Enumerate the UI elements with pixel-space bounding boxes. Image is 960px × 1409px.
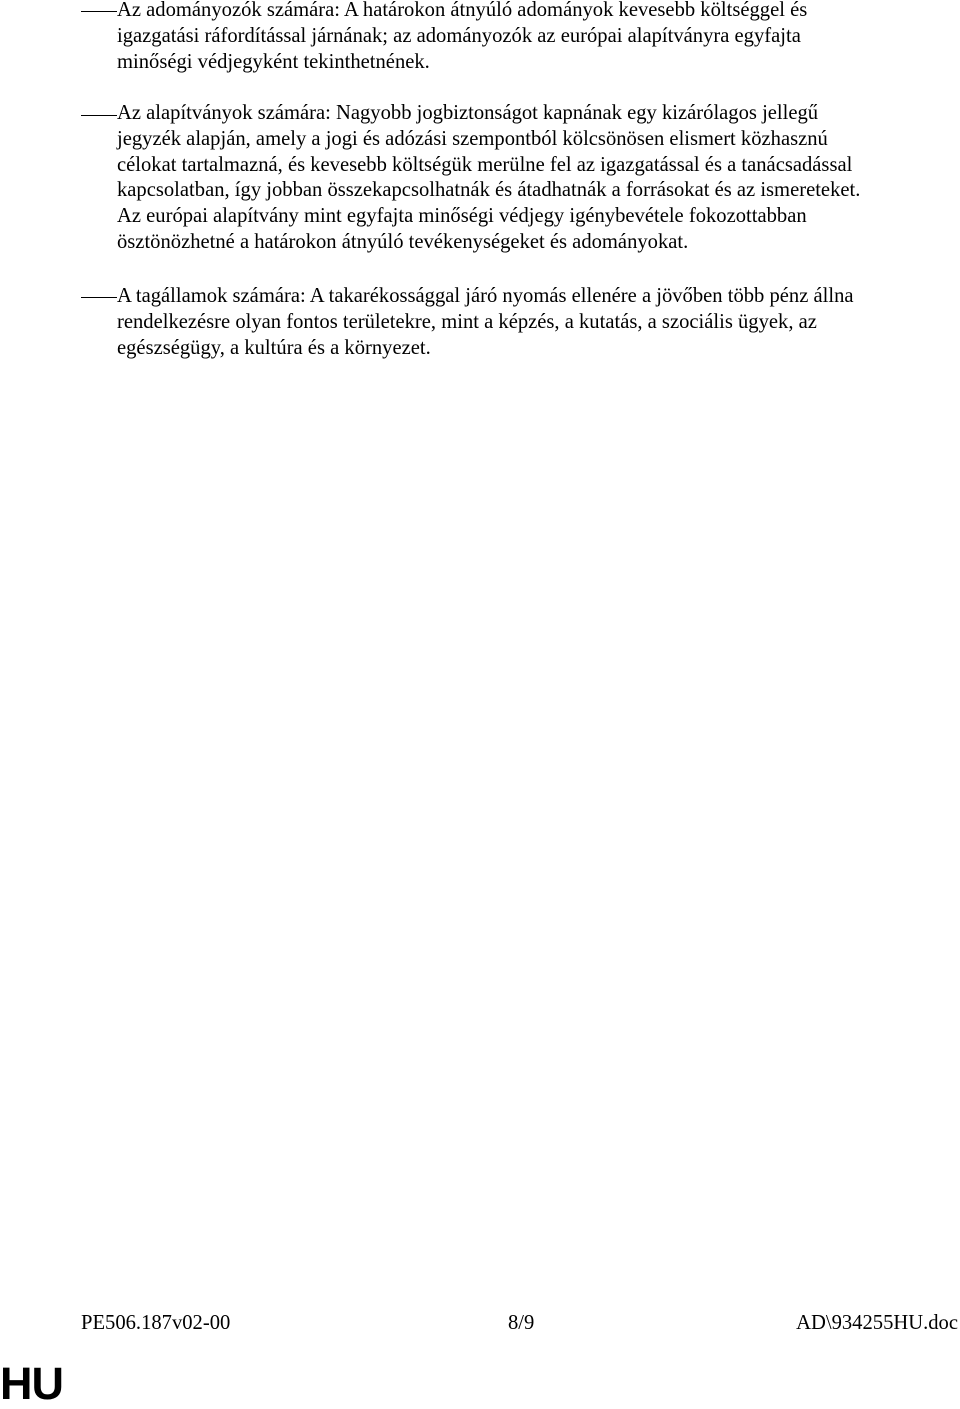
text-line: rendelkezésre olyan fontos területekre, mint a képzés, a kutatás, a szociális ügyek, az	[117, 310, 817, 333]
text-line: Az alapítványok számára: Nagyobb jogbiztonságot kapnának egy kizárólagos jellegű	[117, 102, 819, 124]
paragraph	[117, 284, 957, 361]
text-line: Az európai alapítvány mint egyfajta minőségi védjegy igénybevétele fokozottabban	[117, 205, 807, 228]
text-line: ösztönözhetné a határokon átnyúló tevékenységeket és adományokat.	[117, 230, 689, 253]
paragraph	[117, 101, 957, 256]
text-line: A tagállamok számára: A takarékossággal járó nyomás ellenére a jövőben több pénz állna	[117, 285, 854, 307]
text-line: Az adományozók számára: A határokon átnyúló adományok kevesebb költséggel és	[117, 0, 808, 21]
text-line: célokat tartalmazná, és kevesebb költségük merülne fel az igazgatással és a tanácsadással	[117, 153, 853, 176]
text-line: minőségi védjegyként tekinthetnének.	[117, 50, 430, 73]
file-name: AD\934255HU.doc	[796, 1312, 958, 1334]
text-line: kapcsolatban, így jobban összekapcsolhatnák és átadhatnák a forrásokat és az ismereteket.	[117, 179, 861, 202]
dash-bullet	[81, 115, 117, 116]
paragraph	[117, 0, 957, 75]
text-line: egészségügy, a kultúra és a környezet.	[117, 336, 431, 359]
page-footer	[0, 1310, 960, 1340]
dash-bullet	[81, 297, 117, 298]
text-line: jegyzék alapján, amely a jogi és adózási szempontból kölcsönösen elismert közhasznú	[117, 127, 828, 150]
dash-bullet	[81, 11, 117, 12]
text-line: igazgatási ráfordítással járnának; az adományozók az európai alapítványra egyfajta	[117, 24, 801, 47]
language-code: HU	[0, 1358, 63, 1409]
document-reference: PE506.187v02-00	[81, 1312, 231, 1334]
page-number: 8/9	[508, 1312, 535, 1334]
